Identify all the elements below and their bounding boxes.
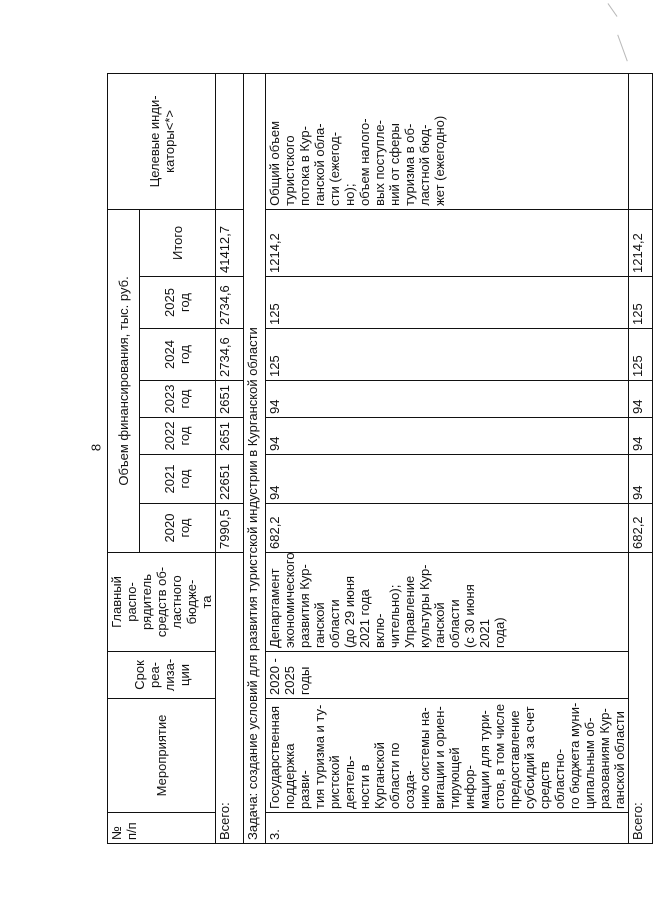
financing-table [107, 73, 653, 844]
total-indicators [216, 73, 244, 209]
item-value: 125 [266, 277, 629, 329]
task-text: Задача: создание условий для развития туристской индустрии в Курганской области [244, 73, 266, 843]
item-value: 94 [266, 381, 629, 418]
total-value: 7990,5 [216, 504, 244, 553]
total-label: Всего: [629, 553, 653, 844]
item-value: 682,2 [266, 504, 629, 553]
total-row [216, 73, 244, 843]
header-year-2025: 2025 год [139, 277, 215, 329]
total-value: 125 [629, 277, 653, 329]
scan-mark [617, 35, 628, 62]
header-total: Итого [139, 209, 215, 276]
header-activity: Мероприятие [108, 699, 216, 813]
header-year-2020: 2020 год [139, 504, 215, 553]
header-manager: Главный распо- рядитель средств об- ластного бюдже- та [108, 553, 216, 652]
total-value: 125 [629, 329, 653, 381]
item-value: 125 [266, 329, 629, 381]
item-indicators: Общий объем туристского потока в Кур- ганской обла- сти (ежегод- но); объем налого- вых поступле- ний от сферы туризма в об- ластной бюд- жет (ежегодно) [266, 73, 629, 209]
total-value: 2734,6 [216, 277, 244, 329]
total-value: 2734,6 [216, 329, 244, 381]
item-value: 1214,2 [266, 209, 629, 276]
item-row [266, 73, 629, 843]
total-value: 94 [629, 418, 653, 455]
total-value: 94 [629, 455, 653, 504]
header-row-1 [108, 73, 140, 843]
header-num: № п/п [108, 813, 216, 844]
item-value: 94 [266, 455, 629, 504]
total-indicators [629, 73, 653, 209]
header-year-2022: 2022 год [139, 418, 215, 455]
total-value: 94 [629, 381, 653, 418]
total-value: 2651 [216, 418, 244, 455]
total-value: 41412,7 [216, 209, 244, 276]
scan-mark [608, 3, 618, 17]
total-value: 682,2 [629, 504, 653, 553]
item-value: 94 [266, 418, 629, 455]
total-row [629, 73, 653, 843]
page-number: 8 [88, 443, 104, 452]
rotated-table-wrapper [107, 74, 662, 844]
header-period: Срок реа- лиза- ции [108, 652, 216, 699]
item-manager: Департамент экономического развития Кур- ганской области (до 29 июня 2021 года вклю- чительно); Управление культуры Кур- ганской области (с 30 июня 2021 года) [266, 553, 629, 652]
item-activity: Государственная поддержка разви- тия туризма и ту- ристской деятель- ности в Курганской области по созда- нию системы на- вигации и ориен- тирующей инфор- мации для тури- стов, в том числе предоставление субсидий за счет средств областно- го бюджета муни- ципальным об- разованиям Кур- ганской области [266, 699, 629, 813]
total-value: 1214,2 [629, 209, 653, 276]
header-year-2023: 2023 год [139, 381, 215, 418]
item-period: 2020 - 2025 годы [266, 652, 629, 699]
task-row [244, 73, 266, 843]
total-value: 22651 [216, 455, 244, 504]
header-funding: Объем финансирования, тыс. руб. [108, 209, 140, 552]
header-year-2024: 2024 год [139, 329, 215, 381]
header-year-2021: 2021 год [139, 455, 215, 504]
header-indicators: Целевые инди- каторы<*> [108, 73, 216, 209]
total-value: 2651 [216, 381, 244, 418]
total-label: Всего: [216, 553, 244, 844]
item-num: 3. [266, 813, 629, 844]
